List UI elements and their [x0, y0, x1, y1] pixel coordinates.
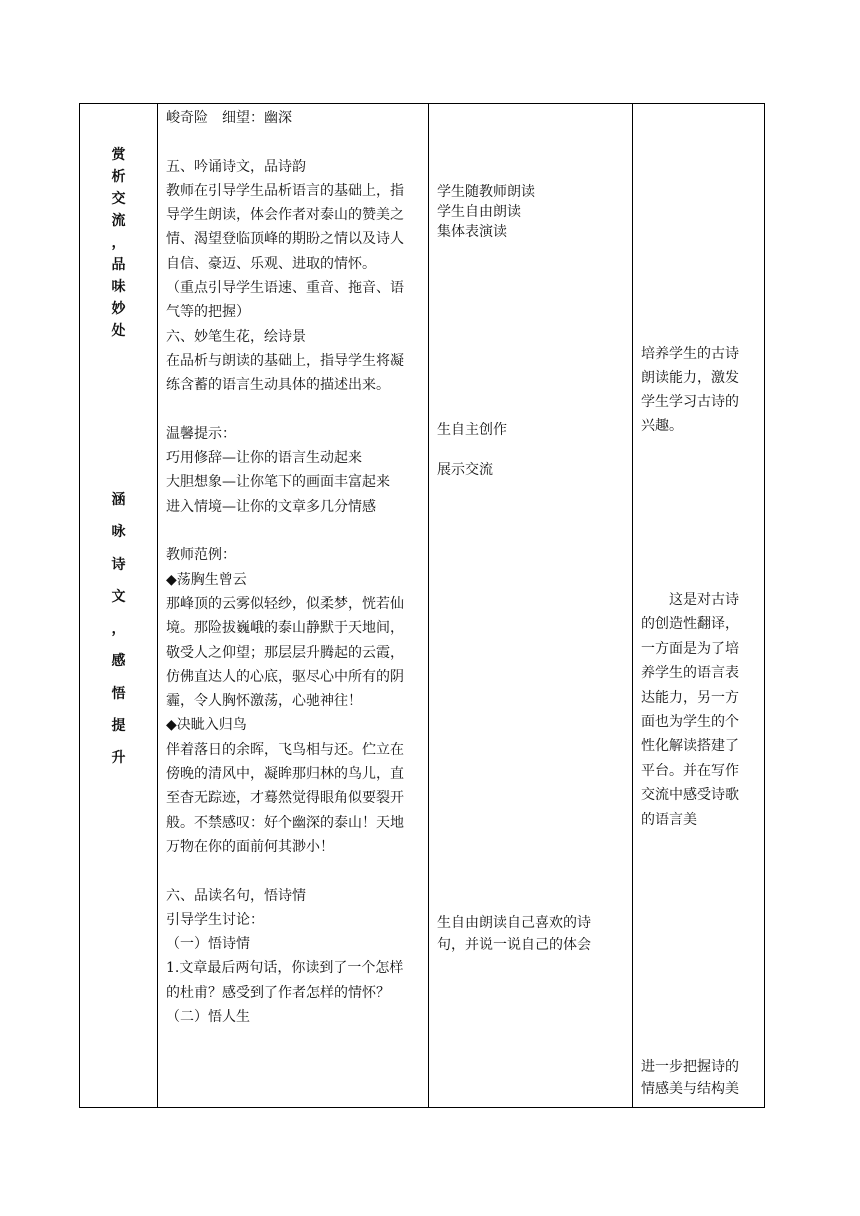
content-line: ◆决眦入归鸟	[166, 717, 247, 734]
content-line: 情、渴望登临顶峰的期盼之情以及诗人	[166, 231, 404, 248]
teacher-content	[166, 106, 422, 1029]
content-line: 那峰顶的云雾似轻纱，似柔梦，恍若仙	[166, 595, 404, 612]
content-line	[166, 398, 422, 422]
content-line: 大胆想象—让你笔下的画面丰富起来	[166, 474, 390, 491]
student-reading-activities	[437, 182, 628, 242]
content-line: 六、妙笔生花，绘诗景	[166, 328, 306, 345]
stage-label-char: 妙	[111, 301, 126, 317]
content-line: 至杳无踪迹，才蓦然觉得眼角似要裂开	[166, 790, 404, 807]
content-line: 温馨提示：	[166, 425, 236, 442]
intent-line: 情感美与结构美	[641, 1081, 739, 1097]
intent-line: 的语言美	[641, 811, 697, 828]
activity-line	[437, 440, 628, 460]
content-line: 的杜甫？感受到了作者怎样的情怀？	[166, 984, 390, 1001]
stage-label-char: 悟	[111, 685, 126, 702]
intent-line: 学生学习古诗的	[641, 394, 739, 410]
content-line	[166, 859, 422, 883]
activity-line: 学生自由朗读	[437, 204, 521, 220]
content-line	[166, 130, 422, 154]
content-line: 五、吟诵诗文，品诗韵	[166, 158, 306, 175]
content-line: （二）悟人生	[166, 1008, 250, 1025]
content-line: 仿佛直达人的心底，驱尽心中所有的阴	[166, 668, 404, 685]
content-line: 境。那险拔巍峨的泰山静默于天地间，	[166, 620, 404, 637]
content-line	[166, 519, 422, 543]
intent-line: 交流中感受诗歌	[641, 787, 739, 804]
intent-line: 平台。并在写作	[641, 762, 739, 779]
content-line: 气等的把握）	[166, 304, 250, 321]
intent-line: 的创造性翻译，	[641, 616, 739, 633]
teacher-activity-column	[158, 104, 429, 1108]
content-line: 巧用修辞—让你的语言生动起来	[166, 450, 362, 467]
content-line: 教师范例：	[166, 547, 236, 564]
stage-label-char: 咏	[111, 524, 126, 541]
stage-label-char: 升	[111, 750, 126, 767]
intent-line: 性化解读搭建了	[641, 738, 739, 755]
stage-label-char: 品	[111, 257, 126, 273]
content-line: 六、品读名句，悟诗情	[166, 887, 306, 904]
activity-line: 集体表演读	[437, 224, 507, 240]
stage-label-appreciate	[80, 144, 157, 342]
intent-line: 一方面是为了培	[641, 640, 739, 657]
content-line: （重点引导学生语速、重音、拖音、语	[166, 280, 404, 297]
content-line: 般。不禁感叹：好个幽深的泰山！天地	[166, 814, 404, 831]
content-line: 进入情境—让你的文章多几分情感	[166, 498, 376, 515]
stage-label-char: 提	[111, 718, 126, 735]
content-line: 自信、豪迈、乐观、进取的情怀。	[166, 255, 376, 272]
activity-line: 生自由朗读自己喜欢的诗	[437, 915, 591, 931]
stage-label-char: ，	[111, 621, 126, 638]
stage-column	[80, 104, 158, 1108]
intent-line: 达能力，另一方	[641, 689, 739, 706]
content-line: 1.文章最后两句话，你读到了一个怎样	[166, 960, 404, 977]
stage-label-char: 交	[111, 191, 126, 207]
activity-line: 学生随教师朗读	[437, 184, 535, 200]
content-line: （一）悟诗情	[166, 936, 250, 953]
stage-label-char: ，	[111, 235, 126, 251]
student-discussion-activities	[437, 912, 628, 956]
content-line: 敬受人之仰望；那层层升腾起的云霞，	[166, 644, 404, 661]
content-line: 导学生朗读，体会作者对泰山的赞美之	[166, 207, 404, 224]
content-line: ◆荡胸生曾云	[166, 571, 247, 588]
design-intent-column	[633, 104, 765, 1108]
activity-line: 生自主创作	[437, 422, 507, 438]
content-line: 霾，令人胸怀激荡，心驰神往！	[166, 693, 362, 710]
intent-line: 这是对古诗	[641, 592, 739, 608]
intent-line: 进一步把握诗的	[641, 1059, 739, 1075]
stage-label-char: 赏	[111, 147, 126, 163]
content-line: 万物在你的面前何其渺小！	[166, 838, 334, 855]
stage-label-char: 处	[111, 323, 126, 339]
activity-line: 句，并说一说自己的体会	[437, 937, 591, 953]
lesson-plan-table	[79, 103, 765, 1108]
stage-label-char: 味	[111, 279, 126, 295]
table-row	[80, 104, 765, 1108]
intent-emotion	[641, 1056, 758, 1100]
stage-label-char: 涵	[111, 492, 126, 508]
content-line: 峻奇险 细望：幽深	[166, 110, 292, 126]
content-line: 引导学生讨论：	[166, 911, 264, 928]
content-line: 练含蓄的语言生动具体的描述出来。	[166, 377, 390, 394]
stage-label-char: 流	[111, 213, 126, 229]
stage-label-char: 诗	[111, 556, 126, 573]
stage-label-char: 感	[111, 653, 126, 670]
stage-label-char: 析	[111, 169, 126, 185]
stage-label-char: 文	[111, 588, 126, 605]
student-creation-activities	[437, 420, 628, 480]
intent-reading	[641, 342, 758, 438]
intent-line: 兴趣。	[641, 418, 683, 434]
stage-label-recite	[80, 484, 157, 775]
content-line: 在品析与朗读的基础上，指导学生将凝	[166, 352, 404, 369]
content-line: 教师在引导学生品析语言的基础上，指	[166, 182, 404, 199]
content-line: 傍晚的清风中，凝眸那归林的鸟儿，直	[166, 766, 404, 783]
intent-line: 培养学生的古诗	[641, 346, 739, 362]
intent-line: 面也为学生的个	[641, 714, 739, 731]
intent-line: 朗读能力，激发	[641, 370, 739, 386]
activity-line: 展示交流	[437, 462, 493, 478]
intent-translation	[641, 588, 758, 832]
student-activity-column	[429, 104, 633, 1108]
content-line: 伴着落日的余晖，飞鸟相与还。伫立在	[166, 741, 404, 758]
intent-line: 养学生的语言表	[641, 665, 739, 682]
